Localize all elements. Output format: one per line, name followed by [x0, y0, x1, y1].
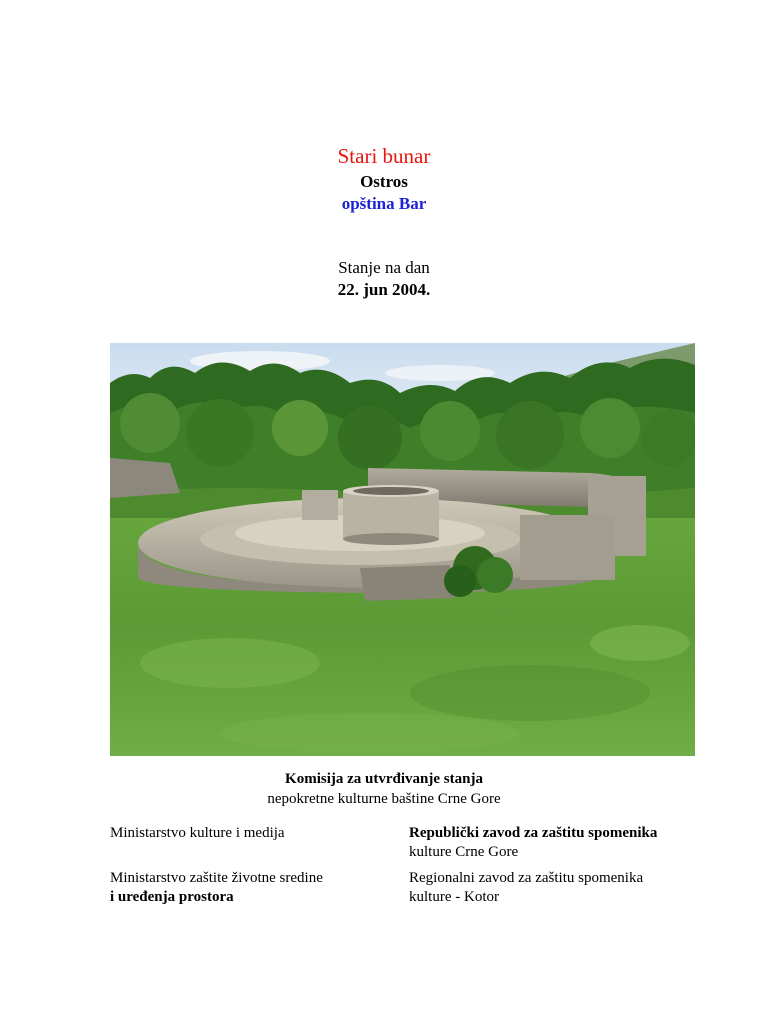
state-date: 22. jun 2004.: [337, 280, 431, 299]
regional-institute: [409, 869, 643, 907]
commission-subtitle: nepokretne kulturne baštine Crne Gore: [267, 791, 501, 807]
ministry-culture: [110, 824, 285, 843]
municipality-name: opština Bar: [341, 194, 427, 213]
republic-institute-line-1: Republički zavod za zaštitu spomenika: [409, 825, 658, 841]
republic-institute-line-2: kulture Crne Gore: [409, 844, 519, 860]
regional-institute-line-1: Regionalni zavod za zaštitu spomenika: [409, 870, 644, 886]
ministry-environment-line-1: Ministarstvo zaštite životne sredine: [110, 870, 323, 886]
state-label: Stanje na dan: [338, 258, 430, 277]
well-photo: [110, 343, 695, 756]
ministry-environment: [110, 869, 323, 907]
commission-title: Komisija za utvrđivanje stanja: [285, 771, 483, 787]
regional-institute-line-2: kulture - Kotor: [409, 889, 499, 905]
republic-institute: [409, 824, 657, 862]
place-name: Ostros: [360, 172, 408, 191]
ministry-culture-line-1: Ministarstvo kulture i medija: [110, 825, 285, 841]
document-title: Stari bunar: [337, 144, 431, 168]
ministry-environment-line-2: i uređenja prostora: [110, 889, 234, 905]
